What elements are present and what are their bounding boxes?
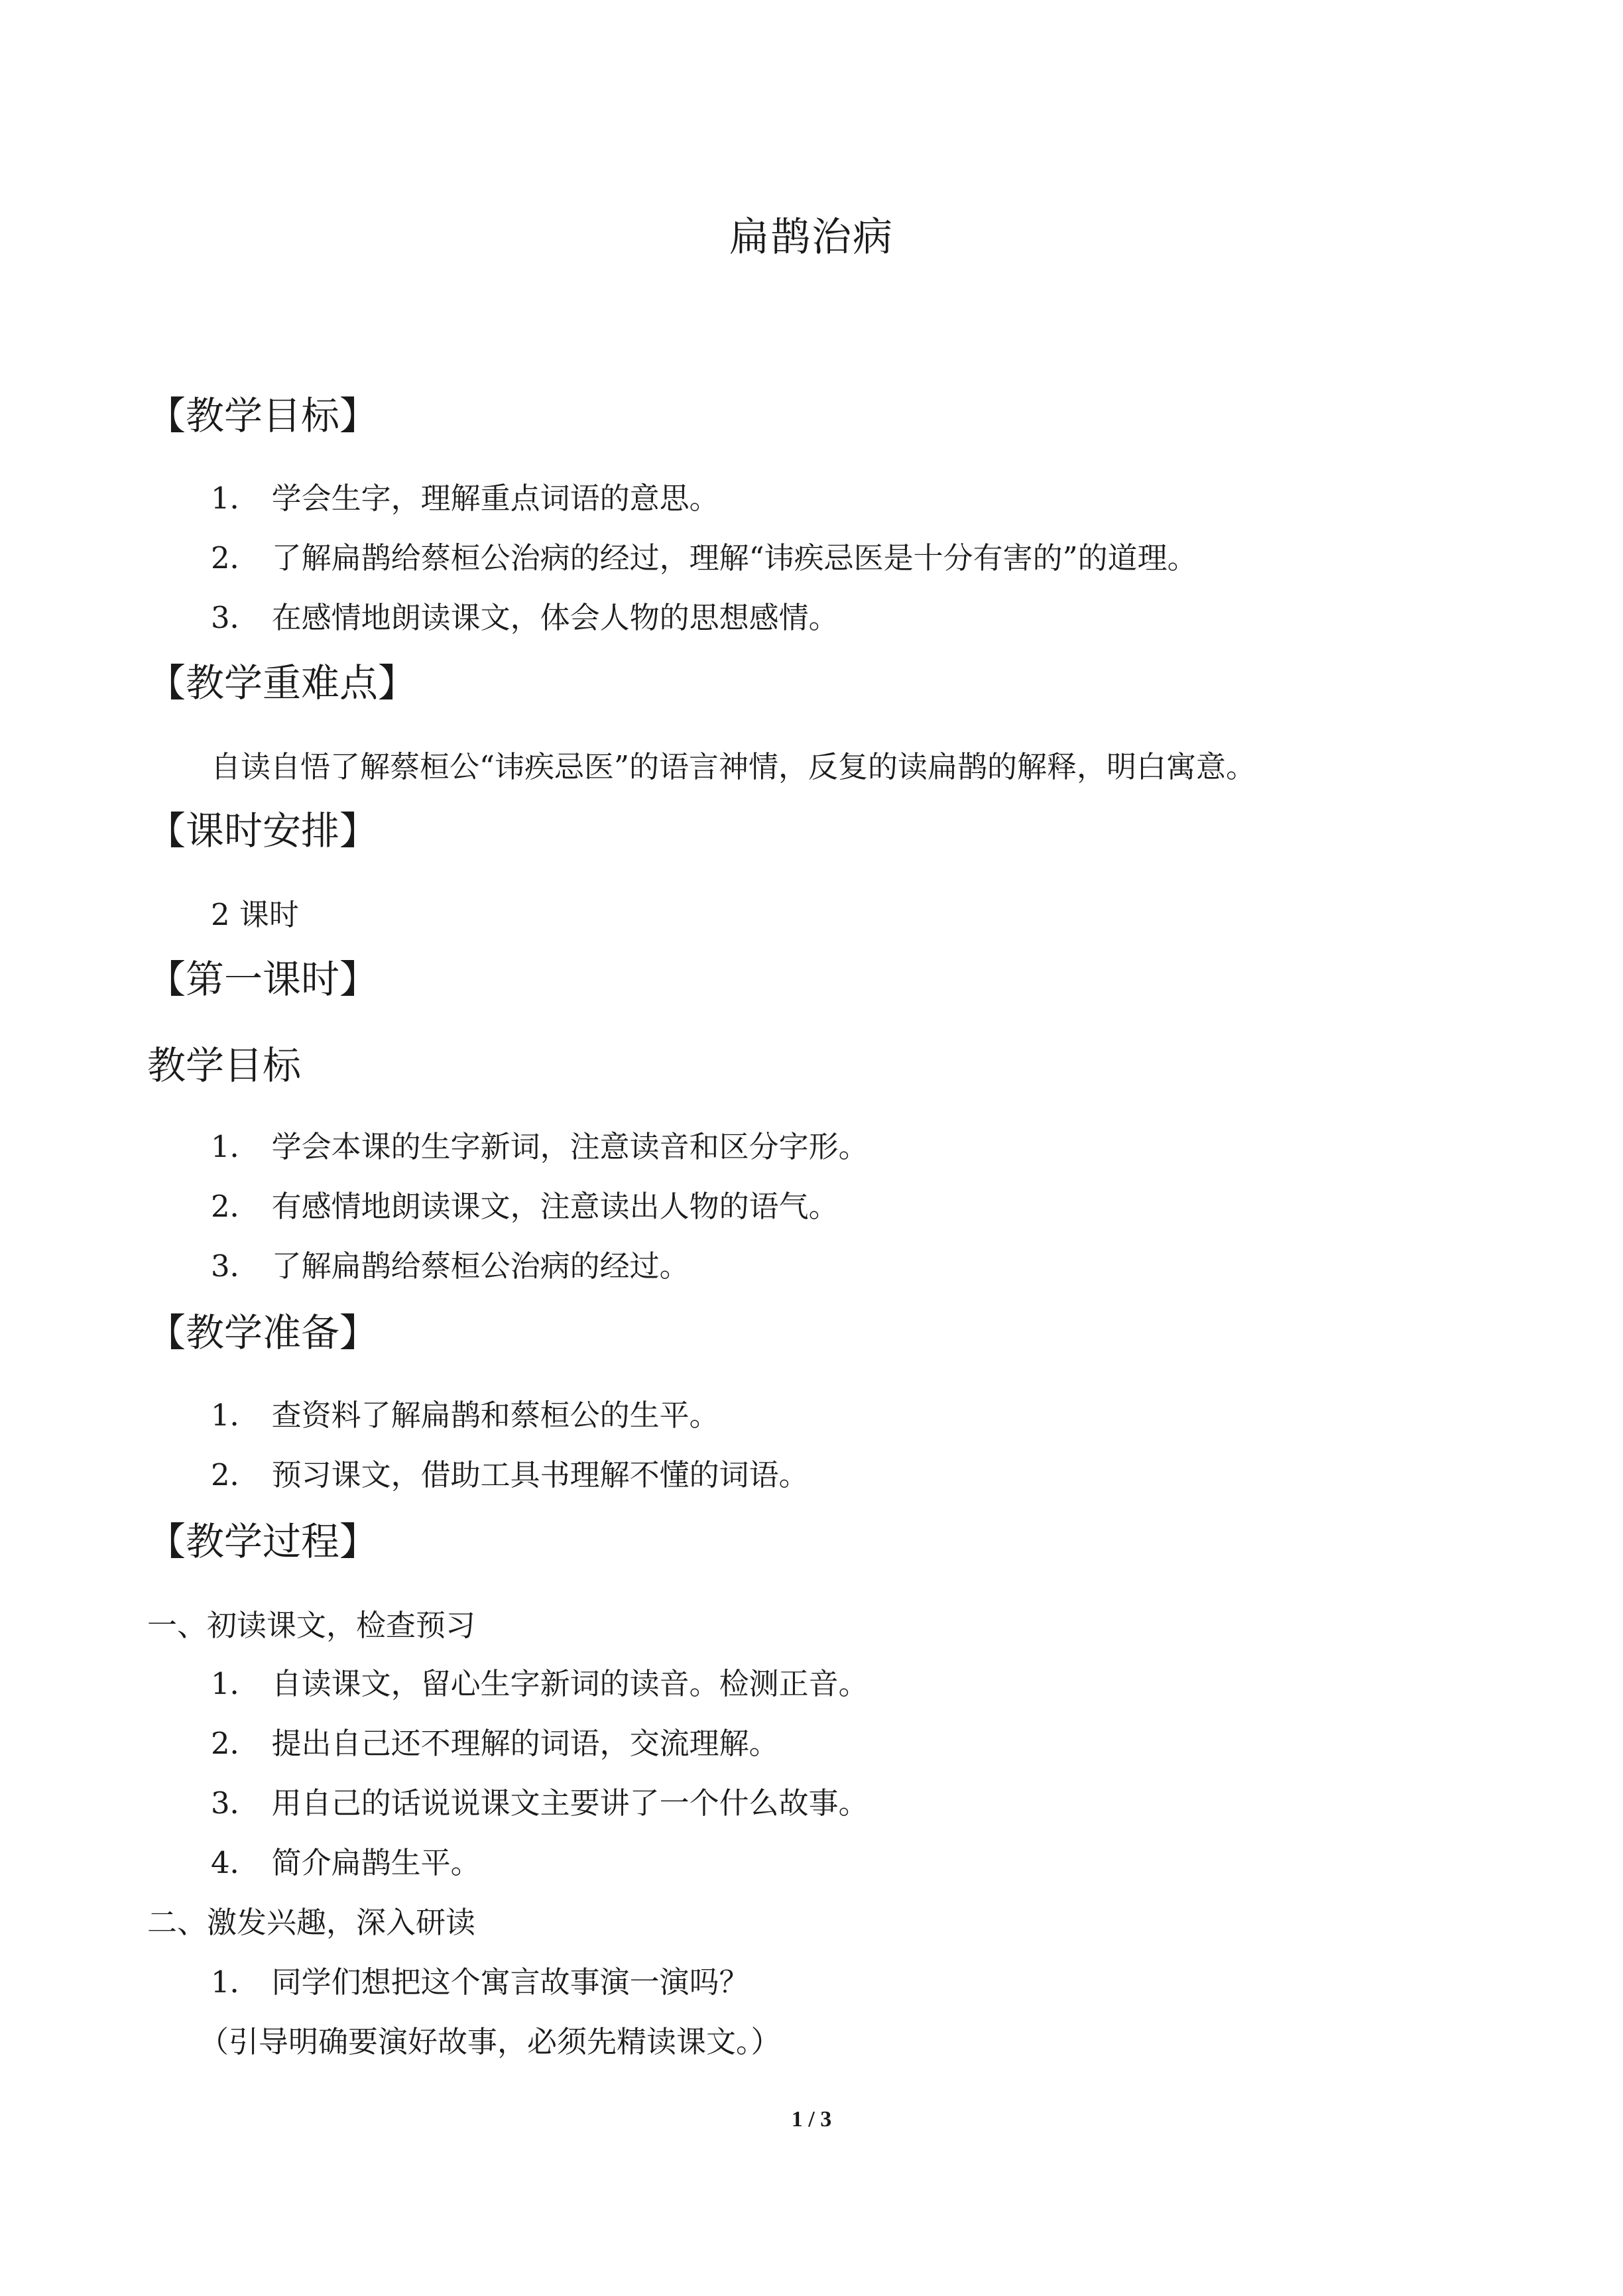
process-item-1-3	[211, 1783, 869, 1823]
lesson-objective-item-2	[211, 1187, 839, 1227]
item-text: 在感情地朗读课文，体会人物的思想感情。	[271, 600, 839, 635]
lesson-objective-item-1	[211, 1127, 869, 1167]
item-text: 有感情地朗读课文，注意读出人物的语气。	[271, 1189, 839, 1224]
page-number: 1 / 3	[791, 2107, 832, 2132]
preparation-heading: 【教学准备】	[147, 1310, 379, 1355]
schedule-text: 2 课时	[211, 897, 299, 932]
item-number: 4．	[211, 1845, 260, 1880]
item-number: 1．	[211, 481, 260, 516]
item-text: 了解扁鹊给蔡桓公治病的经过。	[271, 1248, 690, 1284]
item-number: 3．	[211, 1248, 260, 1284]
item-text: 提出自己还不理解的词语，交流理解。	[271, 1726, 779, 1761]
process-section-1-title: 一、初读课文，检查预习	[147, 1608, 476, 1643]
process-section-2-title: 二、激发兴趣，深入研读	[147, 1905, 476, 1940]
item-text: 用自己的话说说课文主要讲了一个什么故事。	[271, 1785, 869, 1821]
key-points-heading: 【教学重难点】	[147, 660, 417, 705]
item-text: 学会本课的生字新词，注意读音和区分字形。	[271, 1129, 869, 1164]
item-text: 预习课文，借助工具书理解不懂的词语。	[271, 1457, 809, 1492]
item-text: 同学们想把这个寓言故事演一演吗？	[271, 1964, 749, 2000]
process-item-1-4	[211, 1843, 481, 1883]
item-text: 了解扁鹊给蔡桓公治病的经过，理解“讳疾忌医是十分有害的”的道理。	[271, 540, 1197, 575]
item-number: 1．	[211, 1129, 260, 1164]
objective-item-2	[211, 538, 1197, 578]
item-number: 2．	[211, 1457, 260, 1492]
first-lesson-heading: 【第一课时】	[147, 957, 379, 1002]
item-number: 1．	[211, 1964, 260, 2000]
preparation-item-1	[211, 1396, 719, 1435]
item-text: 简介扁鹊生平。	[271, 1845, 481, 1880]
process-item-1-1	[211, 1664, 869, 1704]
objectives-heading: 【教学目标】	[147, 393, 379, 438]
item-text: 查资料了解扁鹊和蔡桓公的生平。	[271, 1398, 719, 1433]
objective-item-1	[211, 479, 719, 518]
schedule-heading: 【课时安排】	[147, 808, 379, 853]
item-number: 3．	[211, 600, 260, 635]
objective-item-3	[211, 598, 839, 638]
key-points-text: 自读自悟了解蔡桓公“讳疾忌医”的语言神情，反复的读扁鹊的解释，明白寓意。	[211, 749, 1256, 784]
process-note: （引导明确要演好故事，必须先精读课文。）	[199, 2024, 781, 2059]
process-item-2-1	[211, 1963, 749, 2002]
item-text: 自读课文，留心生字新词的读音。检测正音。	[271, 1666, 869, 1701]
first-lesson-subheading: 教学目标	[147, 1043, 302, 1088]
item-number: 2．	[211, 1189, 260, 1224]
item-number: 2．	[211, 1726, 260, 1761]
lesson-objective-item-3	[211, 1246, 690, 1286]
item-number: 1．	[211, 1666, 260, 1701]
item-text: 学会生字，理解重点词语的意思。	[271, 481, 719, 516]
preparation-item-2	[211, 1455, 809, 1495]
item-number: 3．	[211, 1785, 260, 1821]
process-item-1-2	[211, 1724, 779, 1764]
process-heading: 【教学过程】	[147, 1519, 379, 1564]
item-number: 2．	[211, 540, 260, 575]
item-number: 1．	[211, 1398, 260, 1433]
document-title: 扁鹊治病	[729, 214, 894, 261]
